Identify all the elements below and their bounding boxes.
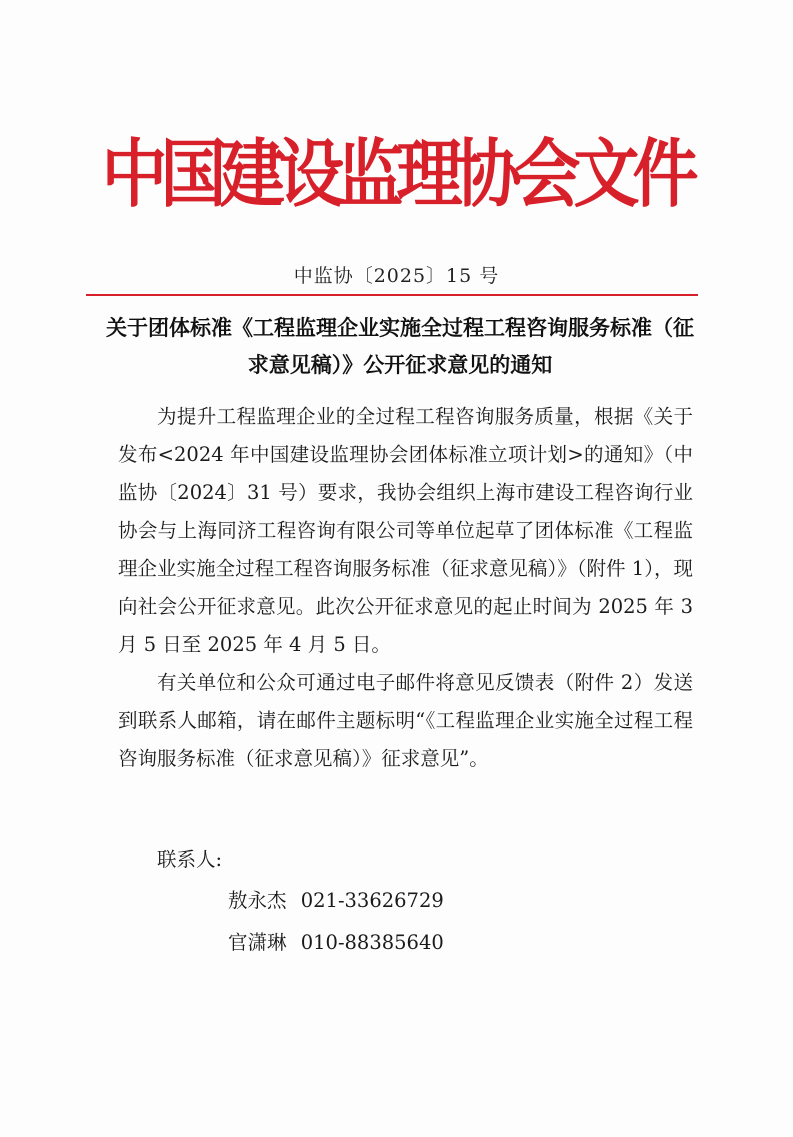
notice-title: 关于团体标准《工程监理企业实施全过程工程咨询服务标准（征求意见稿）》公开征求意见的通知 bbox=[106, 316, 694, 377]
contact-entry bbox=[228, 886, 444, 916]
contact-phone: 021-33626729 bbox=[300, 889, 444, 912]
body-paragraph: 有关单位和公众可通过电子邮件将意见反馈表（附件 2）发送到联系人邮箱，请在邮件主题标明“《工程监理企业实施全过程工程咨询服务标准（征求意见稿）》征求意见”。 bbox=[118, 671, 693, 770]
contact-name: 敖永杰 bbox=[228, 889, 287, 912]
contacts-label: 联系人: bbox=[157, 848, 223, 871]
contact-entry bbox=[228, 928, 444, 958]
red-divider-line bbox=[86, 294, 698, 296]
document-number: 中监协〔2025〕15 号 bbox=[293, 265, 500, 287]
notice-body bbox=[118, 398, 693, 778]
body-paragraph: 为提升工程监理企业的全过程工程咨询服务质量，根据《关于发布<2024 年中国建设监理协会团体标准立项计划>的通知》（中监协〔2024〕31 号）要求，我协会组织上海市建设工程咨询行业协会与上海同济工程咨询有限公司等单位起草了团体标准《工程监理企业实施全过程工程咨询服务标准（征求意见稿）》（附件 1），现向社会公开征求意见。此次公开征求意见的起止时间为 2025 年 3 月 5 日至 2025 年 4 月 5 日。 bbox=[118, 405, 693, 656]
contact-phone: 010-88385640 bbox=[300, 931, 444, 954]
org-title: 中国建设监理协会文件 bbox=[101, 131, 692, 218]
contact-name: 官潇琳 bbox=[228, 931, 287, 954]
